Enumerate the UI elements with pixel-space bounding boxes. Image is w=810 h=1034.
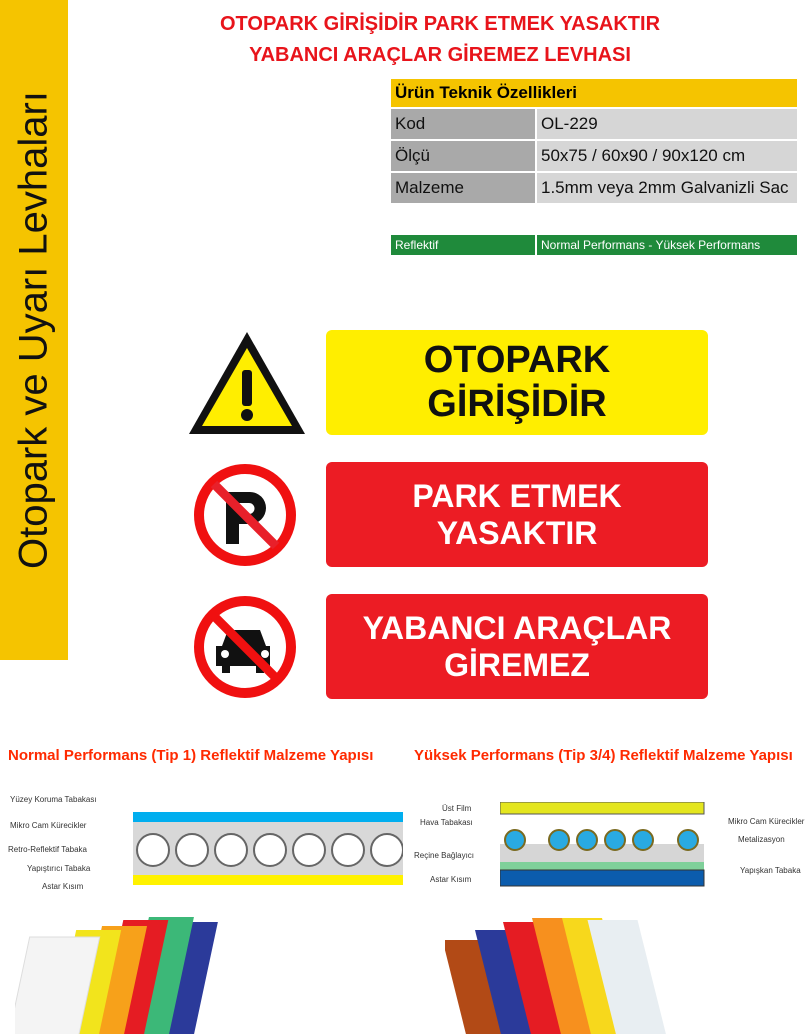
spec-header: Ürün Teknik Özellikleri bbox=[391, 79, 797, 107]
sign-yabanci-araclar-giremez bbox=[326, 594, 708, 699]
diagram-label: Metalizasyon bbox=[738, 835, 785, 844]
spec-table bbox=[389, 77, 799, 205]
spec-value: 1.5mm veya 2mm Galvanizli Sac bbox=[537, 173, 797, 203]
diagram-label: Mikro Cam Kürecikler bbox=[728, 817, 805, 826]
normal-structure-diagram bbox=[133, 810, 403, 888]
sign-park-etmek-yasaktir bbox=[326, 462, 708, 567]
spec-value: OL-229 bbox=[537, 109, 797, 139]
diagram-label: Yapışkan Tabaka bbox=[740, 866, 801, 875]
spec-key: Kod bbox=[391, 109, 535, 139]
reflektif-value: Normal Performans - Yüksek Performans bbox=[537, 235, 797, 255]
spec-key: Ölçü bbox=[391, 141, 535, 171]
sign-line: PARK ETMEK bbox=[412, 477, 622, 514]
diagram-label: Mikro Cam Kürecikler bbox=[10, 821, 87, 830]
high-performance-title: Yüksek Performans (Tip 3/4) Reflektif Malzeme Yapısı bbox=[414, 747, 793, 764]
sign-line: GİRİŞİDİR bbox=[427, 382, 607, 425]
diagram-label: Astar Kısım bbox=[430, 875, 472, 884]
table-row bbox=[391, 141, 797, 171]
reflektif-row bbox=[389, 233, 799, 257]
diagram-label: Üst Film bbox=[442, 804, 472, 813]
diagram-label: Retro-Reflektif Tabaka bbox=[8, 845, 87, 854]
diagram-label: Yüzey Koruma Tabakası bbox=[10, 795, 97, 804]
page-title-line2: YABANCI ARAÇLAR GİREMEZ LEVHASI bbox=[249, 44, 631, 66]
no-vehicles-icon bbox=[192, 594, 298, 700]
sign-line: GİREMEZ bbox=[444, 646, 590, 683]
table-row bbox=[391, 173, 797, 203]
high-reflective-swatches bbox=[445, 910, 680, 1034]
spec-value: 50x75 / 60x90 / 90x120 cm bbox=[537, 141, 797, 171]
no-parking-icon bbox=[192, 462, 298, 568]
page-title-line1: OTOPARK GİRİŞİDİR PARK ETMEK YASAKTIR bbox=[219, 13, 661, 35]
diagram-label: Yapıştırıcı Tabaka bbox=[27, 864, 91, 873]
side-banner bbox=[0, 0, 68, 660]
spec-key: Malzeme bbox=[391, 173, 535, 203]
warning-triangle-icon bbox=[185, 328, 309, 438]
side-banner-text: Otopark ve Uyarı Levhaları bbox=[11, 91, 56, 569]
reflektif-key: Reflektif bbox=[391, 235, 535, 255]
sign-line: YASAKTIR bbox=[436, 514, 598, 551]
sign-line: YABANCI ARAÇLAR bbox=[362, 609, 672, 646]
table-row bbox=[391, 109, 797, 139]
normal-reflective-swatches bbox=[15, 912, 240, 1034]
normal-performance-title: Normal Performans (Tip 1) Reflektif Malzeme Yapısı bbox=[8, 747, 374, 764]
sign-otopark-girisidir bbox=[326, 330, 708, 435]
diagram-label: Reçine Bağlayıcı bbox=[414, 851, 475, 860]
high-structure-diagram bbox=[500, 802, 706, 890]
sign-line: OTOPARK bbox=[423, 338, 611, 381]
diagram-label: Astar Kısım bbox=[42, 882, 84, 891]
diagram-label: Hava Tabakası bbox=[420, 818, 473, 827]
